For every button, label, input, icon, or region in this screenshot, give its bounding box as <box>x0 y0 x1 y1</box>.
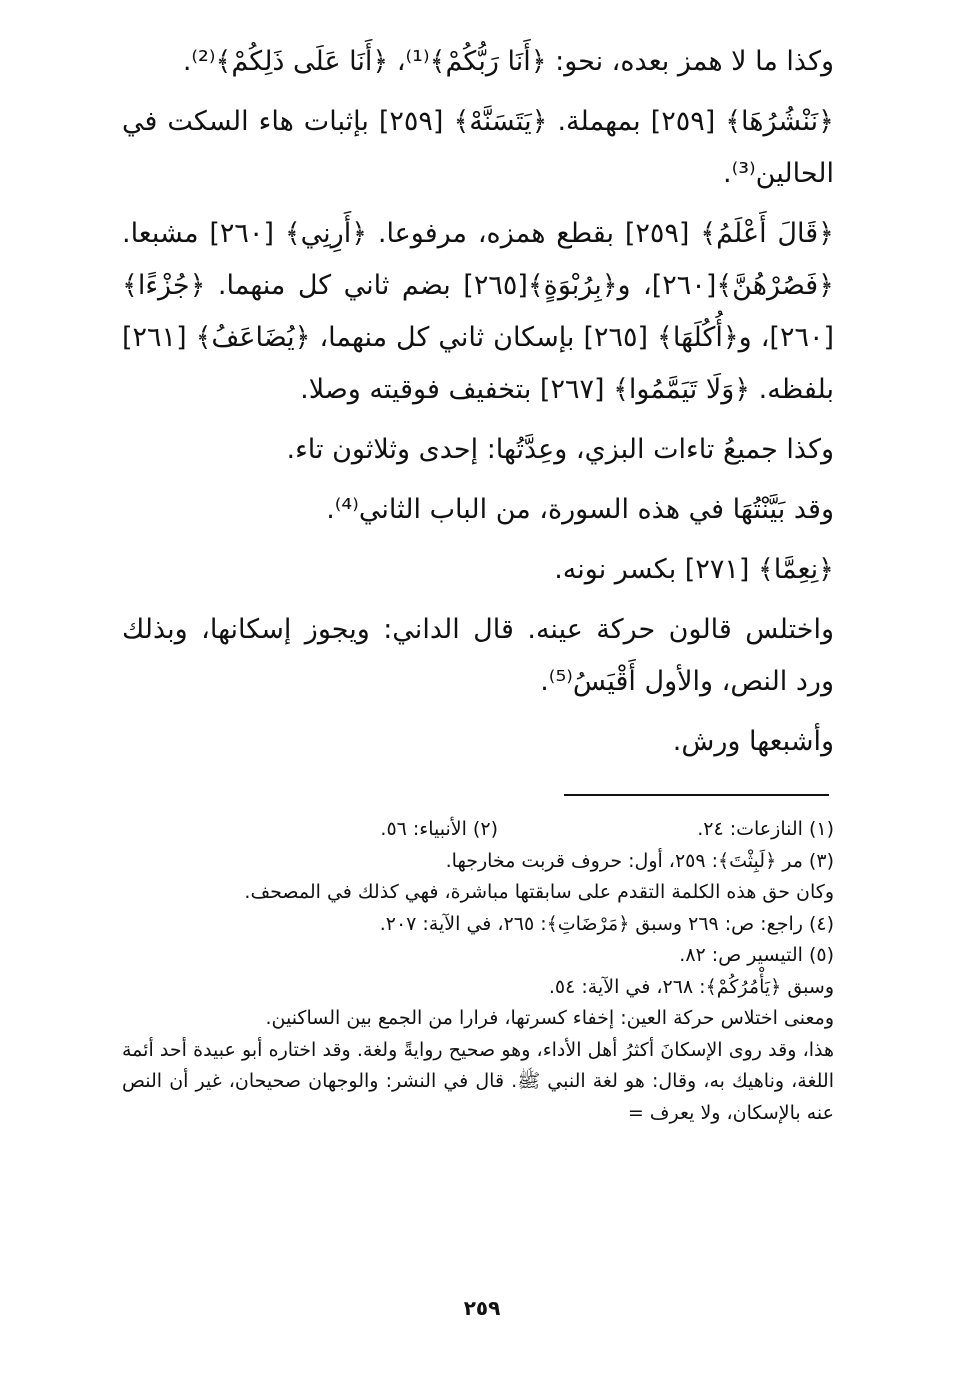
footnote-5-cont-1: وسبق ﴿يَأْمُرُكُمْ﴾: ٢٦٨، في الآية: ٥٤. <box>548 975 834 998</box>
footnote-separator <box>564 794 829 796</box>
main-text <box>122 36 834 776</box>
footnote-3-cont: وكان حق هذه الكلمة التقدم على سابقتها مباشرة، فهي كذلك في المصحف. <box>244 881 834 903</box>
footnote-1: (١) النازعات: ٢٤. <box>697 818 834 840</box>
paragraph-1: وكذا ما لا همز بعده، نحو: ﴿أَنَا رَبُّكُمْ﴾⁽¹⁾، ﴿أَنَا عَلَى ذَلِكُمْ﴾⁽²⁾. <box>182 46 834 77</box>
footnote-3: (٣) مر ﴿لَبِثْتَ﴾: ٢٥٩، أول: حروف قربت مخارجها. <box>445 849 834 872</box>
page-number: ٢٥٩ <box>463 1296 501 1320</box>
footnote-5: (٥) التيسير ص: ٨٢. <box>679 944 834 966</box>
paragraph-2: ﴿نَنْشُرُهَا﴾ [٢٥٩] بمهملة. ﴿يَتَسَنَّهْ﴾ [٢٥٩] بإثبات هاء السكت في الحالين⁽³⁾. <box>122 106 834 189</box>
paragraph-6: ﴿نِعِمَّا﴾ [٢٧١] بكسر نونه. <box>554 554 834 585</box>
footnote-2: (٢) الأنبياء: ٥٦. <box>380 818 498 840</box>
paragraph-4: وكذا جميعُ تاءات البزي، وعِدَّتُها: إحدى وثلاثون تاء. <box>286 434 834 465</box>
footnote-4: (٤) راجع: ص: ٢٦٩ وسبق ﴿مَرْضَاتِ﴾: ٢٦٥، في الآية: ٢٠٧. <box>379 912 834 935</box>
footnote-row-1 <box>122 814 834 846</box>
footnotes <box>122 814 834 1129</box>
footnote-5-cont-3: هذا، وقد روى الإسكانَ أكثرُ أهل الأداء، وهو صحيح روايةً ولغة. وقد اختاره أبو عبيدة أحد أئمة اللغة، وناهيك به، وقال: هو لغة النبي ﷺ. قال في النشر: والوجهان صحيحان، غير أن النص عنه بالإسكان، ولا يعرف = <box>122 1038 834 1124</box>
paragraph-7: واختلس قالون حركة عينه. قال الداني: ويجوز إسكانها، وبذلك ورد النص، والأول أَقْيَسُ⁽⁵⁾. <box>122 614 834 697</box>
paragraph-8: وأشبعها ورش. <box>672 726 834 757</box>
footnote-5-cont-2: ومعنى اختلاس حركة العين: إخفاء كسرتها، فرارا من الجمع بين الساكنين. <box>265 1007 834 1029</box>
paragraph-5: وقد بَيَّنْتُهَا في هذه السورة، من الباب الثاني⁽⁴⁾. <box>326 494 834 525</box>
paragraph-3: ﴿قَالَ أَعْلَمُ﴾ [٢٥٩] بقطع همزه، مرفوعا. ﴿أَرِنِي﴾ [٢٦٠] مشبعا. ﴿فَصُرْهُنَّ﴾[٢٦٠]، و﴿بِرُبْوَةٍ﴾[٢٦٥] بضم ثاني كل منهما. ﴿جُزْءًا﴾ [٢٦٠]، و﴿أُكُلَهَا﴾ [٢٦٥] بإسكان ثاني كل منهما، ﴿يُضَاعَفُ﴾ [٢٦١] بلفظه. ﴿وَلَا تَيَمَّمُوا﴾ [٢٦٧] بتخفيف فوقيته وصلا. <box>122 218 835 405</box>
